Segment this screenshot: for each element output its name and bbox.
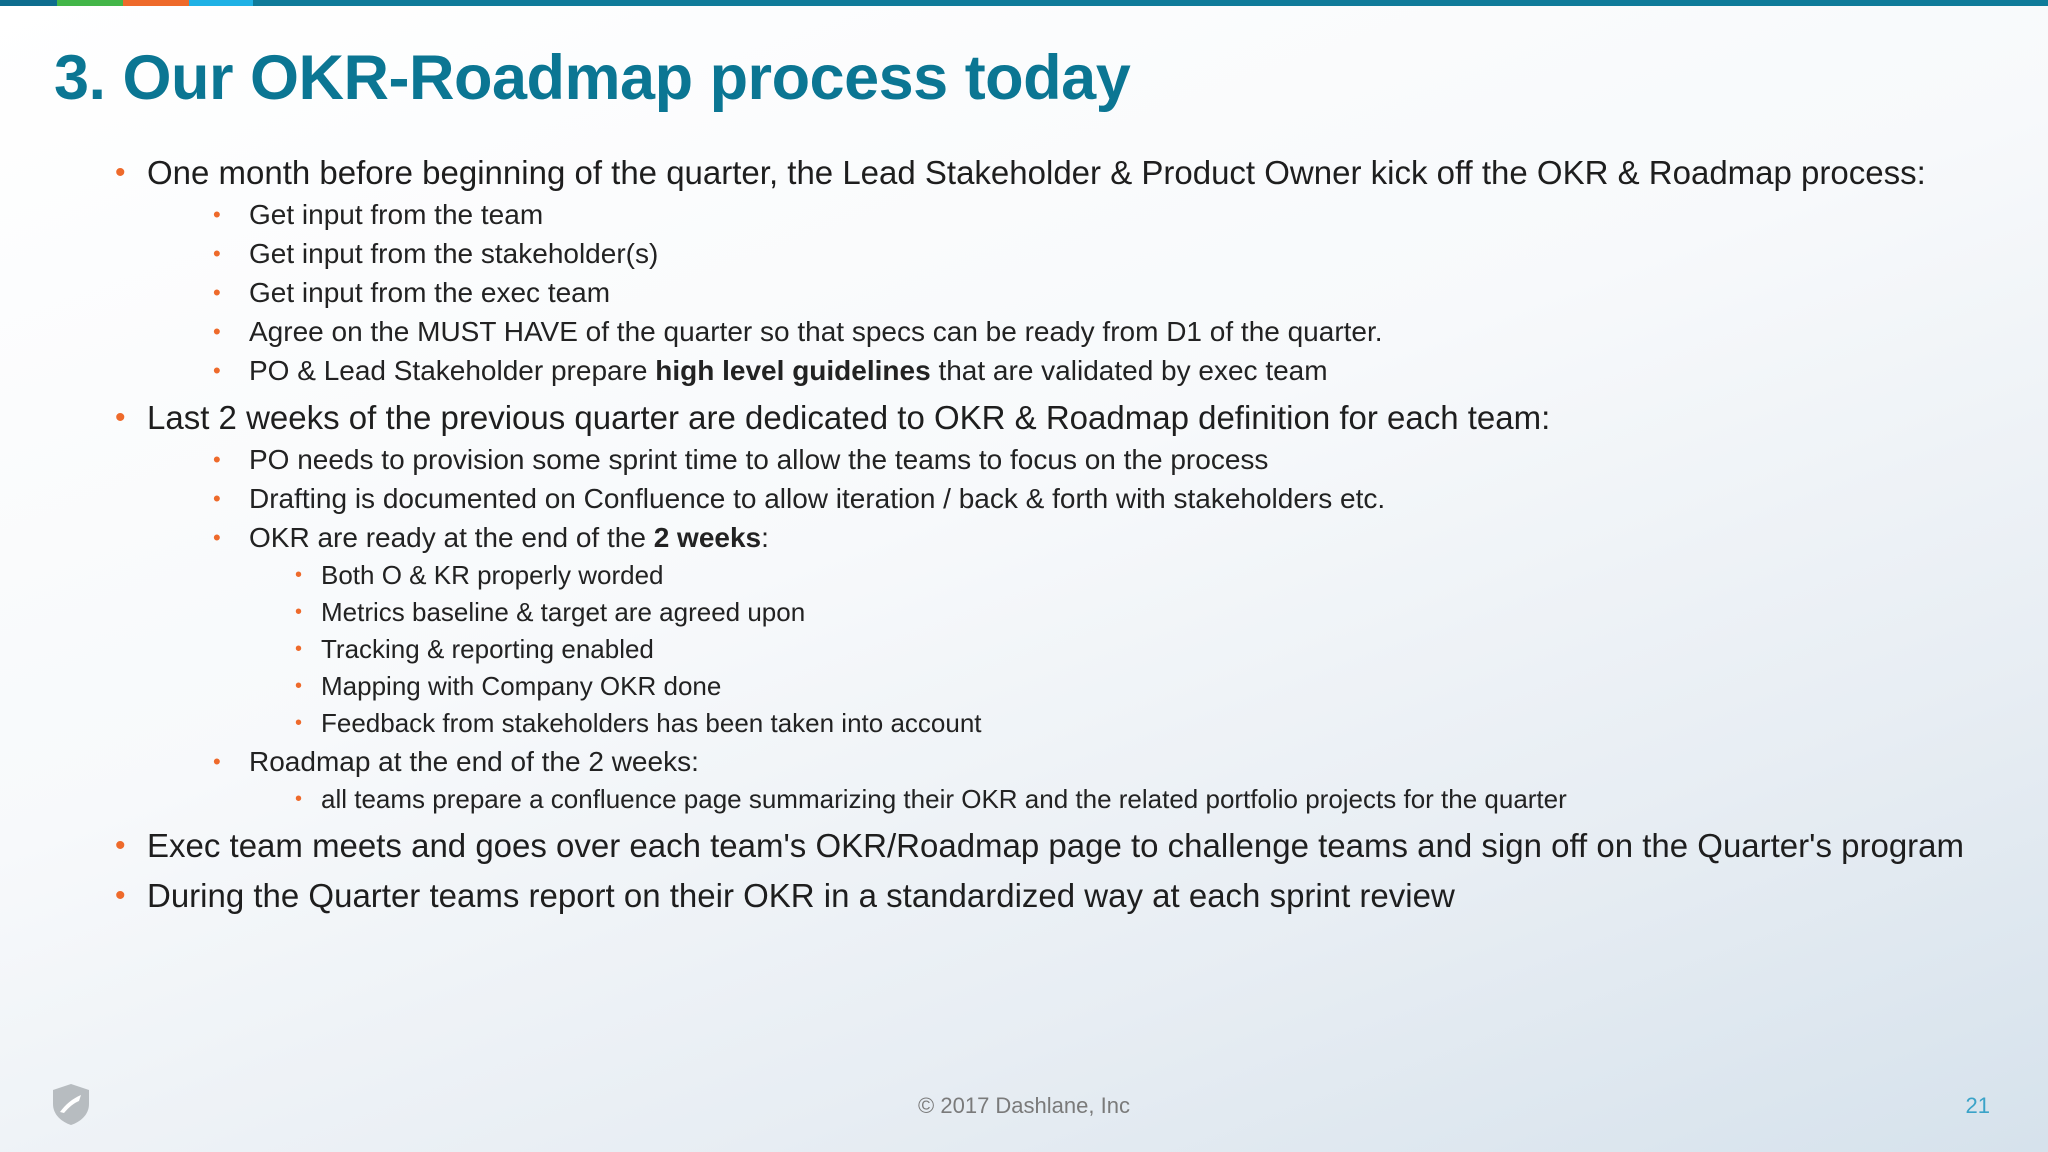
- list-item: • Tracking & reporting enabled: [295, 631, 2015, 668]
- okr-ready-subbullets: [249, 557, 2015, 742]
- list-item: • Get input from the exec team: [213, 273, 2015, 312]
- list-item: • all teams prepare a confluence page summarizing their OKR and the related portfolio projects for the quarter: [295, 781, 2015, 818]
- guidelines-bold: high level guidelines: [655, 355, 931, 386]
- list-item: • Feedback from stakeholders has been taken into account: [295, 705, 2015, 742]
- bullet-list: [115, 155, 2015, 914]
- bullet-last-two-weeks-text: Last 2 weeks of the previous quarter are dedicated to OKR & Roadmap definition for each team:: [147, 399, 1551, 436]
- bullet-sprint-review: • During the Quarter teams report on their OKR in a standardized way at each sprint review: [115, 878, 2015, 914]
- guidelines-pre: PO & Lead Stakeholder prepare: [249, 355, 656, 386]
- top-bar-segment-cyan: [189, 0, 253, 6]
- list-item: [213, 742, 2015, 818]
- slide-title: 3. Our OKR-Roadmap process today: [54, 43, 1131, 113]
- top-bar-segment-green: [57, 0, 123, 6]
- list-item: • Mapping with Company OKR done: [295, 668, 2015, 705]
- list-item: • Drafting is documented on Confluence to allow iteration / back & forth with stakeholders etc.: [213, 479, 2015, 518]
- bullet-kickoff-text: One month before beginning of the quarter, the Lead Stakeholder & Product Owner kick off the OKR & Roadmap process:: [147, 154, 1926, 191]
- copyright-text: © 2017 Dashlane, Inc: [918, 1093, 1130, 1118]
- list-item: • Metrics baseline & target are agreed upon: [295, 594, 2015, 631]
- page-number: 21: [1965, 1093, 1990, 1118]
- okr-ready-pre: OKR are ready at the end of the: [249, 522, 654, 553]
- list-item: [213, 518, 2015, 742]
- guidelines-post: that are validated by exec team: [930, 355, 1328, 386]
- kickoff-subbullets: [147, 195, 2015, 390]
- bullet-exec-review: • Exec team meets and goes over each team's OKR/Roadmap page to challenge teams and sign off on the Quarter's program: [115, 828, 2015, 864]
- list-item: • Get input from the stakeholder(s): [213, 234, 2015, 273]
- roadmap-subbullets: [249, 781, 2015, 818]
- list-item: • Get input from the team: [213, 195, 2015, 234]
- list-item: • Agree on the MUST HAVE of the quarter so that specs can be ready from D1 of the quarter.: [213, 312, 2015, 351]
- okr-ready-post: :: [761, 522, 769, 553]
- slide-body: [115, 155, 2015, 924]
- top-bar-segment-orange: [123, 0, 189, 6]
- list-item: • Both O & KR properly worded: [295, 557, 2015, 594]
- bullet-last-two-weeks: [115, 400, 2015, 818]
- top-bar-segment-blue: [0, 0, 57, 6]
- list-item: [213, 351, 2015, 390]
- roadmap-text: Roadmap at the end of the 2 weeks:: [249, 746, 699, 777]
- top-accent-bar: [0, 0, 2048, 6]
- bullet-kickoff: [115, 155, 2015, 390]
- okr-ready-bold: 2 weeks: [653, 522, 762, 553]
- two-weeks-subbullets: [147, 440, 2015, 818]
- list-item: • PO needs to provision some sprint time to allow the teams to focus on the process: [213, 440, 2015, 479]
